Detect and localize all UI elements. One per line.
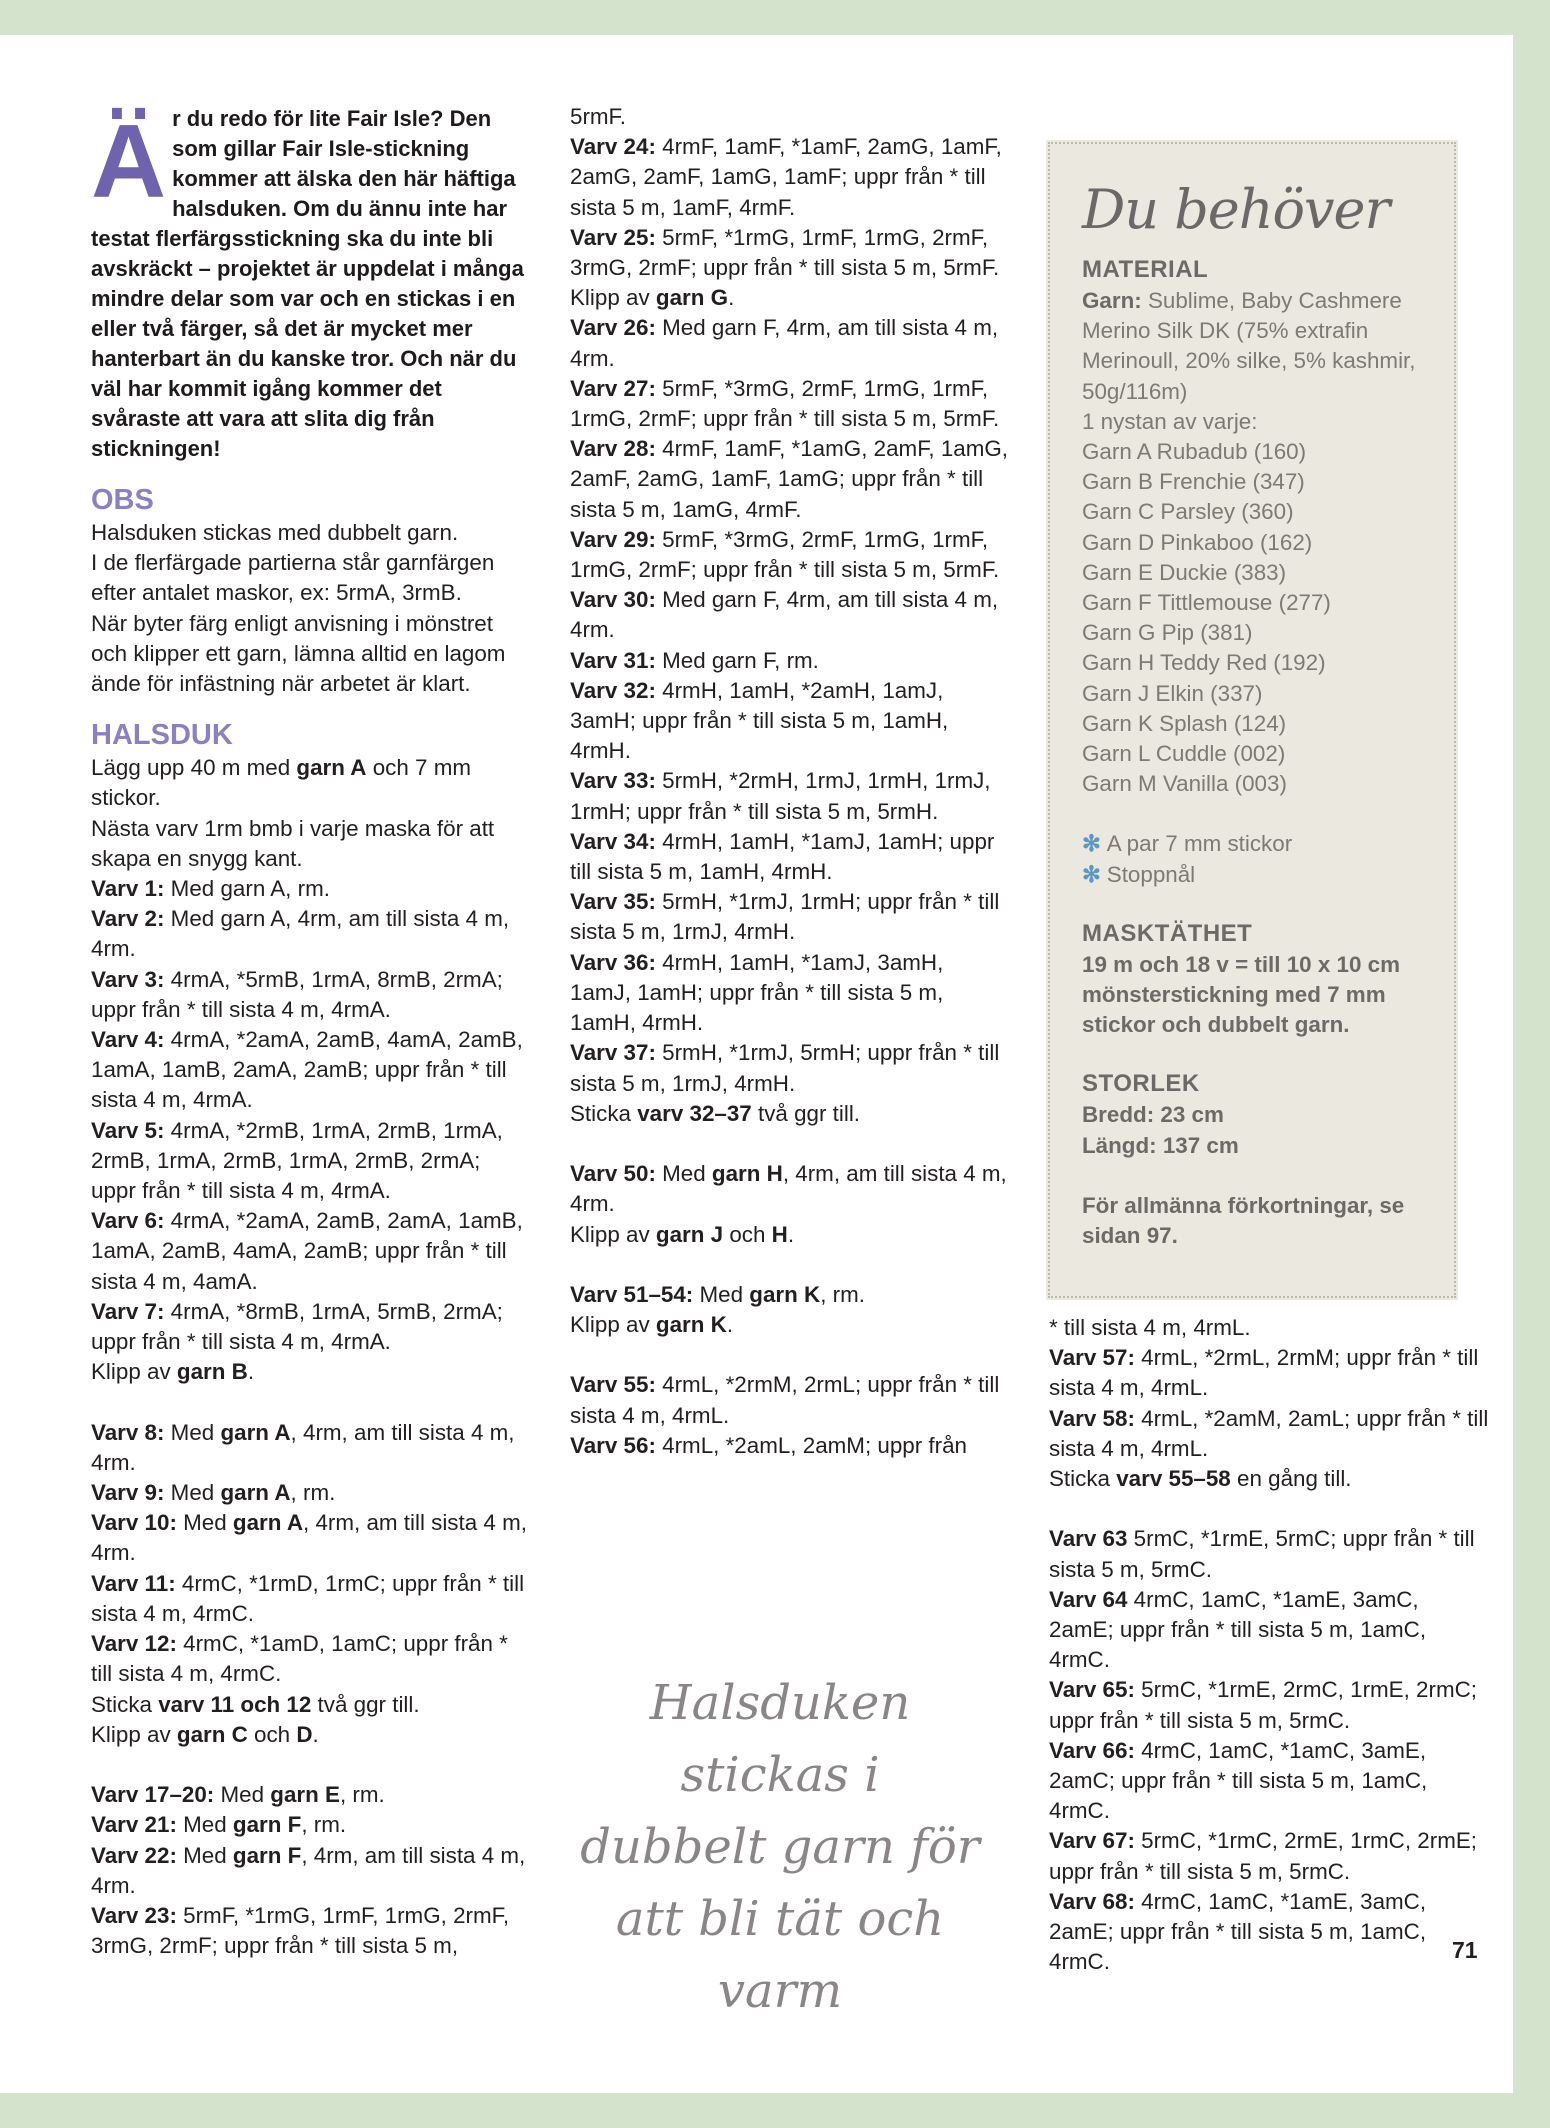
row-instruction: Varv 29: 5rmF, *3rmG, 2rmF, 1rmG, 1rmF, 1rmG, 2rmF; uppr från * till sista 5 m, 5rmF.	[570, 526, 1000, 583]
intro-text: r du redo för lite Fair Isle? Den som gillar Fair Isle-stickning kommer att älska den här häftiga halsduken. Om du ännu inte har testat flerfärgsstickning ska du inte bli avskräckt – projektet är uppdelat i många mindre delar som var och en stickas i en eller två färger, så det är mycket mer hanterbart än du kanske tror. Och när du väl har kommit igång kommer det svåraste att vara att slita dig från stickningen!	[91, 106, 524, 461]
yarn-item: Garn B Frenchie (347)	[1082, 469, 1305, 495]
row-instruction: Varv 32: 4rmH, 1amH, *2amH, 1amJ, 3amH; uppr från * till sista 5 m, 1amH, 4rmH.	[570, 677, 949, 764]
row-instruction: Varv 7: 4rmA, *8rmB, 1rmA, 5rmB, 2rmA; uppr från * till sista 4 m, 4rmA.	[91, 1298, 503, 1355]
row-instruction: Varv 55: 4rmL, *2rmM, 2rmL; uppr från * till sista 4 m, 4rmL.	[570, 1372, 1000, 1428]
row-instruction: Varv 63 5rmC, *1rmE, 5rmC; uppr från * till sista 5 m, 5rmC.	[1049, 1526, 1475, 1582]
repeat-instruction: Sticka varv 32–37 två ggr till.	[570, 1100, 861, 1126]
row-instruction: Varv 24: 4rmF, 1amF, *1amF, 2amG, 1amF, 2amG, 2amF, 1amG, 1amF; uppr från * till sista 5 m, 1amF, 4rmF.	[570, 134, 1002, 220]
row-instruction: Varv 6: 4rmA, *2amA, 2amB, 2amA, 1amB, 1amA, 2amB, 4amA, 2amB; uppr från * till sista 4 m, 4amA.	[91, 1208, 523, 1294]
row-instruction: Varv 12: 4rmC, *1amD, 1amC; uppr från * till sista 4 m, 4rmC.	[91, 1631, 508, 1687]
yarn-item: Garn L Cuddle (002)	[1082, 741, 1286, 767]
row-instruction: Varv 17–20: Med garn E, rm.	[91, 1782, 385, 1808]
row-instruction: Varv 10: Med garn A, 4rm, am till sista 4 m, 4rm.	[91, 1510, 527, 1566]
row-continuation: * till sista 4 m, 4rmL.	[1049, 1315, 1251, 1340]
row-instruction: Varv 50: Med garn H, 4rm, am till sista 4 m, 4rm.	[570, 1161, 1007, 1217]
row-instruction: Varv 8: Med garn A, 4rm, am till sista 4 m, 4rm.	[91, 1419, 515, 1475]
row-instruction: Varv 33: 5rmH, *2rmH, 1rmJ, 1rmH, 1rmJ, 1rmH; uppr från * till sista 5 m, 5rmH.	[570, 768, 991, 824]
yarn-item: Garn D Pinkaboo (162)	[1082, 529, 1313, 555]
row-instruction: Varv 30: Med garn F, 4rm, am till sista 4 m, 4rm.	[570, 587, 999, 643]
intro-paragraph	[91, 104, 531, 464]
row-instruction: Varv 37: 5rmH, *1rmJ, 5rmH; uppr från * till sista 5 m, 1rmJ, 4rmH.	[570, 1040, 1000, 1096]
yarn-item: Garn J Elkin (337)	[1082, 680, 1263, 706]
halsduk-heading: HALSDUK	[91, 719, 233, 752]
row-instruction: Varv 25: 5rmF, *1rmG, 1rmF, 1rmG, 2rmF, 3rmG, 2rmF; uppr från * till sista 5 m, 5rmF.	[570, 224, 1000, 281]
cast-on-instruction: Lägg upp 40 m med garn A och 7 mm stickor.	[91, 755, 472, 811]
skein-note: 1 nystan av varje:	[1082, 408, 1258, 434]
yarn-item: Garn H Teddy Red (192)	[1082, 650, 1326, 676]
box-title: Du behöver	[1082, 178, 1390, 241]
row-instruction: Varv 9: Med garn A, rm.	[91, 1480, 336, 1506]
asterisk-bullet-icon: ✻	[1082, 861, 1101, 887]
row-instruction: Varv 65: 5rmC, *1rmE, 2rmC, 1rmE, 2rmC; uppr från * till sista 5 m, 5rmC.	[1049, 1677, 1478, 1733]
row-instruction: Varv 66: 4rmC, 1amC, *1amC, 3amE, 2amC; uppr från * till sista 5 m, 1amC, 4rmC.	[1049, 1737, 1428, 1824]
cut-yarn-instruction: Klipp av garn K.	[570, 1312, 734, 1338]
yarn-item: Garn G Pip (381)	[1082, 620, 1253, 646]
row-instruction: Varv 26: Med garn F, 4rm, am till sista 4 m, 4rm.	[570, 315, 999, 371]
column-3	[1049, 1313, 1489, 1977]
yarn-item: Garn C Parsley (360)	[1082, 499, 1294, 525]
cut-yarn-instruction: Klipp av garn B.	[91, 1359, 255, 1385]
obs-line: I de flerfärgade partierna står garnfärgen efter antalet maskor, ex: 5rmA, 3rmB.	[91, 550, 495, 606]
gauge-text: 19 m och 18 v = till 10 x 10 cm mönsterstickning med 7 mm stickor och dubbelt garn.	[1082, 951, 1401, 1038]
size-line: Längd: 137 cm	[1082, 1132, 1239, 1158]
page-number: 71	[1452, 1937, 1478, 1963]
row-continuation: 5rmF.	[570, 104, 626, 129]
row-instruction: Varv 51–54: Med garn K, rm.	[570, 1281, 865, 1307]
row-instruction: Varv 1: Med garn A, rm.	[91, 876, 330, 902]
size-line: Bredd: 23 cm	[1082, 1102, 1224, 1128]
row-instruction: Varv 2: Med garn A, 4rm, am till sista 4 m, 4rm.	[91, 906, 510, 962]
cut-yarn-instruction: Klipp av garn C och D.	[91, 1721, 319, 1747]
obs-line: Halsduken stickas med dubbelt garn.	[91, 520, 459, 545]
row-instruction: Varv 67: 5rmC, *1rmC, 2rmE, 1rmC, 2rmE; uppr från * till sista 5 m, 5rmC.	[1049, 1828, 1478, 1884]
row-instruction: Varv 35: 5rmH, *1rmJ, 1rmH; uppr från * till sista 5 m, 1rmJ, 4rmH.	[570, 889, 1000, 945]
yarn-item: Garn A Rubadub (160)	[1082, 439, 1307, 465]
repeat-instruction: Sticka varv 11 och 12 två ggr till.	[91, 1691, 420, 1717]
row-instruction: Varv 36: 4rmH, 1amH, *1amJ, 3amH, 1amJ, 1amH; uppr från * till sista 5 m, 1amH, 4rmH.	[570, 949, 944, 1036]
yarn-item: Garn M Vanilla (003)	[1082, 771, 1287, 797]
tool-item: ✻ Stoppnål	[1082, 861, 1196, 887]
row-instruction: Varv 28: 4rmF, 1amF, *1amG, 2amF, 1amG, 2amF, 2amG, 1amF, 1amG; uppr från * till sista 5 m, 1amG, 4rmF.	[570, 436, 1009, 522]
yarn-description: Garn: Sublime, Baby Cashmere Merino Silk DK (75% extrafin Merinoull, 20% silke, 5% kashmir, 50g/116m)	[1082, 288, 1416, 404]
row-instruction: Varv 68: 4rmC, 1amC, *1amE, 3amC, 2amE; uppr från * till sista 5 m, 1amC, 4rmC.	[1049, 1888, 1427, 1975]
obs-line: När byter färg enligt anvisning i mönstret och klipper ett garn, lämna alltid en lagom ände för infästning när arbetet är klart.	[91, 610, 506, 697]
next-row-instruction: Nästa varv 1rm bmb i varje maska för att skapa en snygg kant.	[91, 815, 495, 871]
row-instruction: Varv 3: 4rmA, *5rmB, 1rmA, 8rmB, 2rmA; uppr från * till sista 4 m, 4rmA.	[91, 966, 503, 1022]
gauge-heading: MASKTÄTHET	[1082, 919, 1253, 947]
column-2	[570, 102, 1010, 1461]
row-instruction: Varv 58: 4rmL, *2amM, 2amL; uppr från * till sista 4 m, 4rmL.	[1049, 1405, 1489, 1461]
row-instruction: Varv 11: 4rmC, *1rmD, 1rmC; uppr från * till sista 4 m, 4rmC.	[91, 1570, 525, 1626]
row-instruction: Varv 21: Med garn F, rm.	[91, 1812, 347, 1838]
cut-yarn-instruction: Klipp av garn J och H.	[570, 1221, 795, 1247]
row-instruction: Varv 57: 4rmL, *2rmL, 2rmM; uppr från * till sista 4 m, 4rmL.	[1049, 1345, 1479, 1401]
row-instruction: Varv 4: 4rmA, *2amA, 2amB, 4amA, 2amB, 1amA, 1amB, 2amA, 2amB; uppr från * till sista 4 m, 4rmA.	[91, 1027, 523, 1113]
asterisk-bullet-icon: ✻	[1082, 831, 1101, 857]
row-instruction: Varv 34: 4rmH, 1amH, *1amJ, 1amH; uppr till sista 5 m, 1amH, 4rmH.	[570, 828, 995, 885]
row-instruction: Varv 27: 5rmF, *3rmG, 2rmF, 1rmG, 1rmF, 1rmG, 2rmF; uppr från * till sista 5 m, 5rmF.	[570, 375, 1000, 432]
column-1	[91, 104, 531, 1961]
row-instruction: Varv 64 4rmC, 1amC, *1amE, 3amC, 2amE; uppr från * till sista 5 m, 1amC, 4rmC.	[1049, 1586, 1427, 1673]
row-instruction: Varv 31: Med garn F, rm.	[570, 647, 819, 673]
yarn-item: Garn F Tittlemouse (277)	[1082, 590, 1331, 616]
yarn-item: Garn E Duckie (383)	[1082, 559, 1287, 585]
row-instruction: Varv 23: 5rmF, *1rmG, 1rmF, 1rmG, 2rmF, 3rmG, 2rmF; uppr från * till sista 5 m,	[91, 1902, 510, 1959]
row-instruction: Varv 22: Med garn F, 4rm, am till sista 4 m, 4rm.	[91, 1842, 526, 1898]
drop-cap: Ä	[91, 104, 167, 220]
row-instruction: Varv 56: 4rmL, *2amL, 2amM; uppr från	[570, 1432, 968, 1458]
repeat-instruction: Sticka varv 55–58 en gång till.	[1049, 1466, 1352, 1492]
pull-quote: Halsduken stickas i dubbelt garn för att bli tät och varm	[580, 1675, 980, 2019]
materials-box	[1046, 140, 1458, 1300]
abbreviation-note: För allmänna förkortningar, se sidan 97.	[1082, 1192, 1405, 1249]
yarn-item: Garn K Splash (124)	[1082, 710, 1287, 736]
cut-yarn-instruction: Klipp av garn G.	[570, 285, 735, 311]
tool-item: ✻ A par 7 mm stickor	[1082, 831, 1293, 857]
material-heading: MATERIAL	[1082, 256, 1209, 283]
size-heading: STORLEK	[1082, 1070, 1200, 1098]
obs-heading: OBS	[91, 484, 154, 516]
row-instruction: Varv 5: 4rmA, *2rmB, 1rmA, 2rmB, 1rmA, 2rmB, 1rmA, 2rmB, 1rmA, 2rmB, 2rmA; uppr från * till sista 4 m, 4rmA.	[91, 1117, 503, 1204]
